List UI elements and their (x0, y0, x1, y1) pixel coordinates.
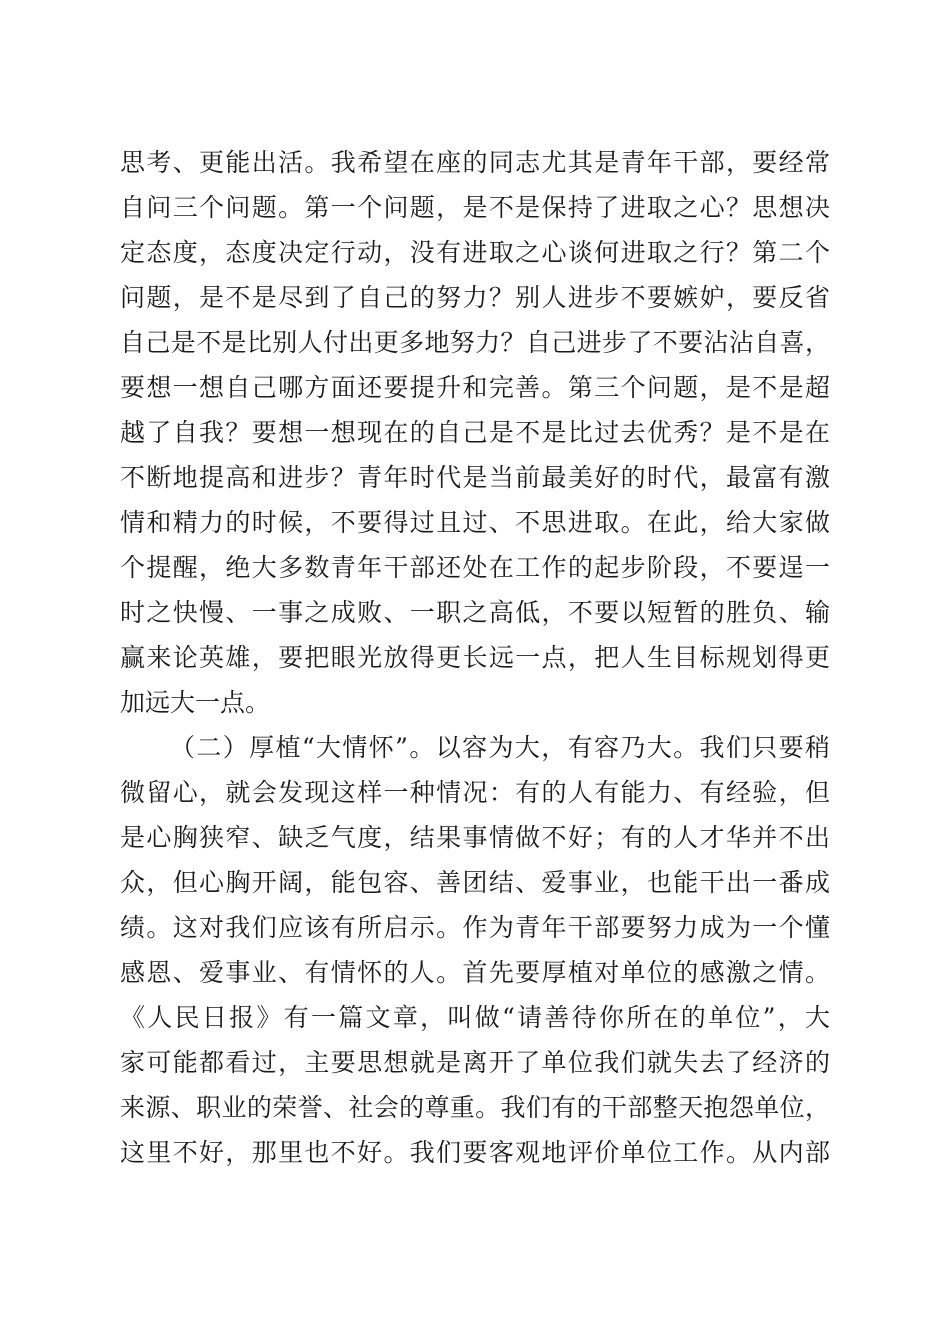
text-line: 思考、更能出活。我希望在座的同志尤其是青年干部，要经常 (120, 148, 830, 177)
text-line: 问题，是不是尽到了自己的努力？别人进步不要嫉妒，要反省 (120, 283, 830, 312)
section-heading-line: （二）厚植“大情怀”。以容为大，有容乃大。我们只要稍 (170, 733, 830, 762)
text-line: 来源、职业的荣誉、社会的尊重。我们有的干部整天抱怨单位， (120, 1093, 830, 1122)
text-line: 不断地提高和进步？青年时代是当前最美好的时代，最富有激 (120, 463, 830, 492)
text-line: 《人民日报》有一篇文章，叫做“请善待你所在的单位”，大 (120, 1003, 830, 1032)
text-line: 家可能都看过，主要思想就是离开了单位我们就失去了经济的 (120, 1048, 830, 1077)
text-line: 加远大一点。 (120, 688, 271, 717)
text-line: 感恩、爱事业、有情怀的人。首先要厚植对单位的感激之情。 (120, 958, 830, 987)
text-line: 情和精力的时候，不要得过且过、不思进取。在此，给大家做 (120, 508, 830, 537)
text-line: 时之快慢、一事之成败、一职之高低，不要以短暂的胜负、输 (120, 598, 830, 627)
text-line: 自己是不是比别人付出更多地努力？自己进步了不要沾沾自喜， (120, 328, 830, 357)
text-line: 定态度，态度决定行动，没有进取之心谈何进取之行？第二个 (120, 238, 830, 267)
text-line: 赢来论英雄，要把眼光放得更长远一点，把人生目标规划得更 (120, 643, 830, 672)
text-line: 是心胸狭窄、缺乏气度，结果事情做不好；有的人才华并不出 (120, 823, 830, 852)
text-line: 自问三个问题。第一个问题，是不是保持了进取之心？思想决 (120, 193, 830, 222)
text-line: 这里不好，那里也不好。我们要客观地评价单位工作。从内部 (120, 1138, 830, 1167)
text-line: 越了自我？要想一想现在的自己是不是比过去优秀？是不是在 (120, 418, 830, 447)
text-line: 众，但心胸开阔，能包容、善团结、爱事业，也能干出一番成 (120, 868, 830, 897)
text-line: 个提醒，绝大多数青年干部还处在工作的起步阶段，不要逞一 (120, 553, 830, 582)
text-line: 要想一想自己哪方面还要提升和完善。第三个问题，是不是超 (120, 373, 830, 402)
text-line: 微留心，就会发现这样一种情况：有的人有能力、有经验，但 (120, 778, 830, 807)
text-line: 绩。这对我们应该有所启示。作为青年干部要努力成为一个懂 (120, 913, 830, 942)
